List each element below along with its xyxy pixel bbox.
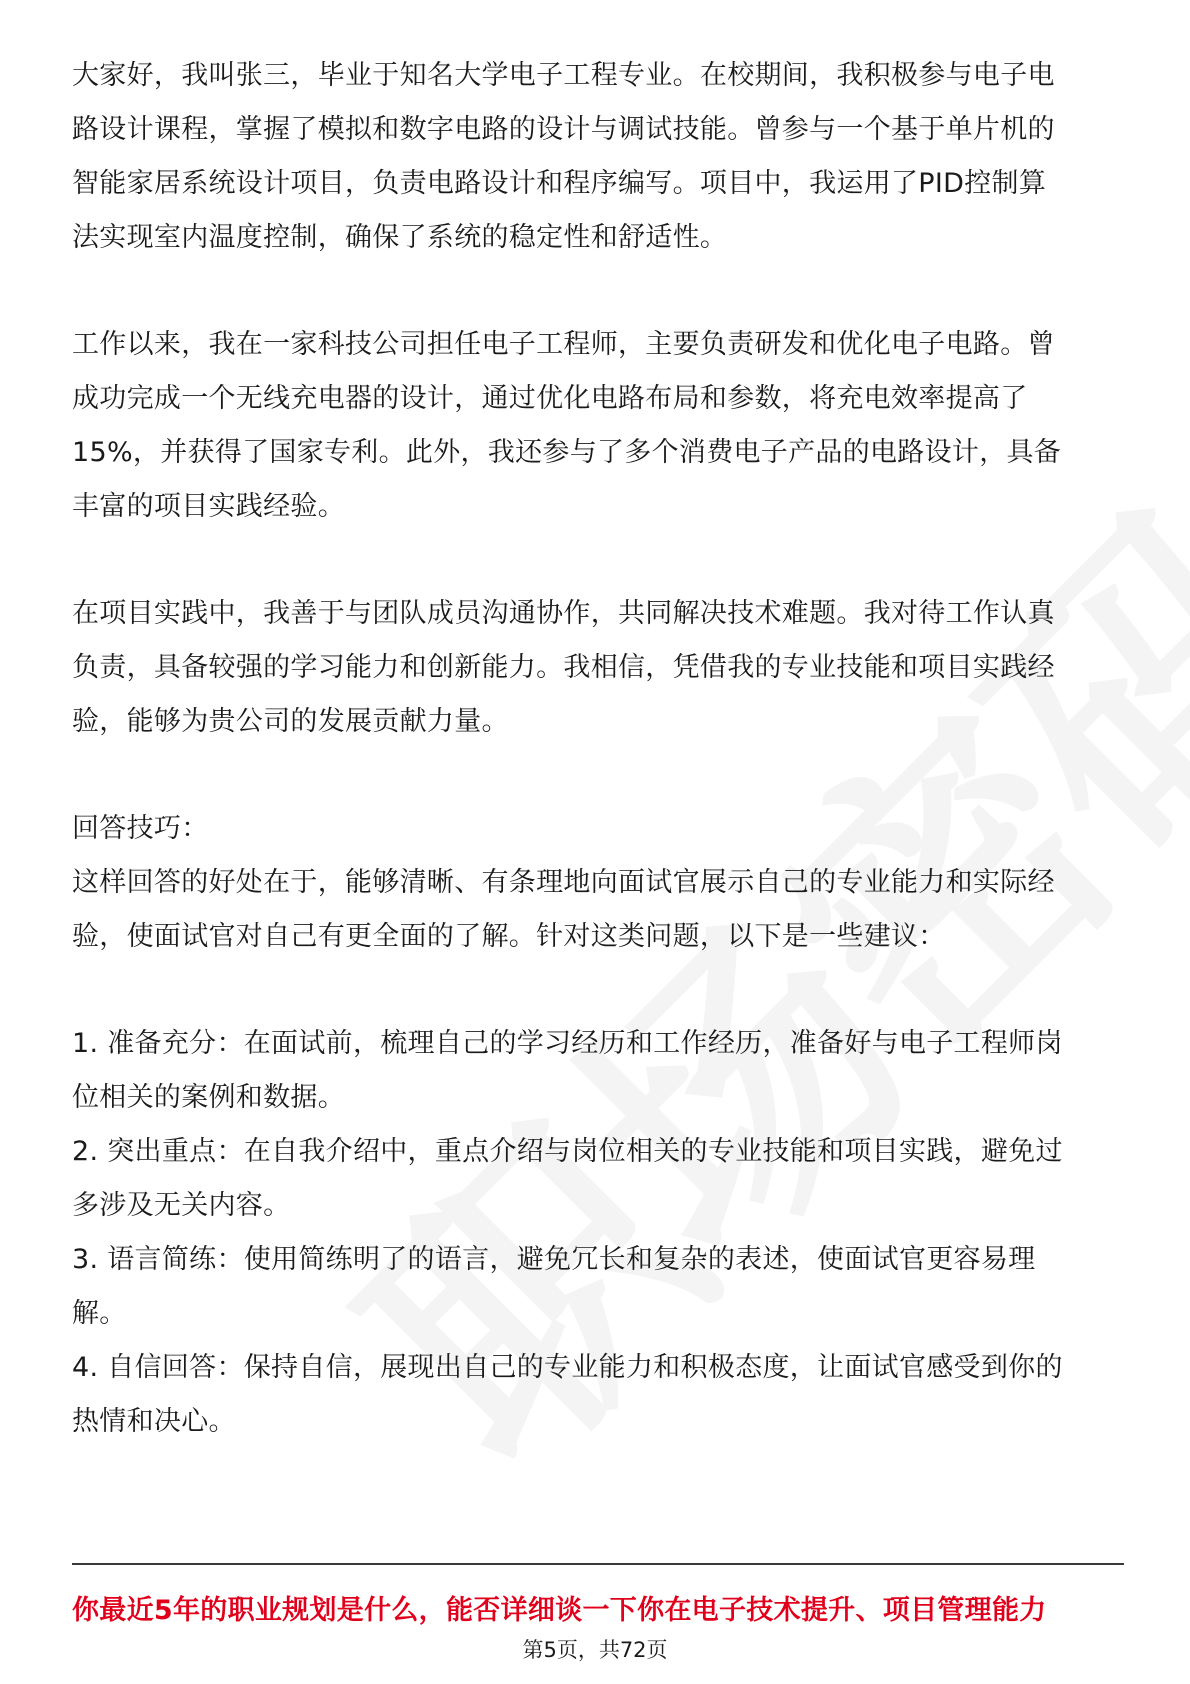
tip-item-cont: 解。 bbox=[72, 1298, 127, 1329]
paragraph-line: 丰富的项目实践经验。 bbox=[72, 491, 345, 522]
paragraph-line: 大家好，我叫张三，毕业于知名大学电子工程专业。在校期间，我积极参与电子电 bbox=[72, 60, 1055, 91]
tip-item-cont: 热情和决心。 bbox=[72, 1406, 236, 1437]
tip-item-cont: 多涉及无关内容。 bbox=[72, 1190, 291, 1221]
paragraph-line: 智能家居系统设计项目，负责电路设计和程序编写。项目中，我运用了PID控制算 bbox=[72, 168, 1047, 199]
tip-item-cont: 位相关的案例和数据。 bbox=[72, 1082, 345, 1113]
paragraph-line: 工作以来，我在一家科技公司担任电子工程师，主要负责研发和优化电子电路。曾 bbox=[72, 329, 1055, 360]
tips-heading: 回答技巧： bbox=[72, 813, 209, 844]
tip-item: 3. 语言简练：使用简练明了的语言，避免冗长和复杂的表述，使面试官更容易理 bbox=[72, 1244, 1036, 1275]
paragraph-line: 15%，并获得了国家专利。此外，我还参与了多个消费电子产品的电路设计，具备 bbox=[72, 437, 1062, 468]
page-number: 第5页，共72页 bbox=[522, 1638, 668, 1662]
next-question: 你最近5年的职业规划是什么，能否详细谈一下你在电子技术提升、项目管理能力 bbox=[72, 1595, 1047, 1626]
paragraph-line: 成功完成一个无线充电器的设计，通过优化电路布局和参数，将充电效率提高了 bbox=[72, 383, 1028, 414]
section-divider bbox=[72, 1563, 1124, 1565]
paragraph-line: 法实现室内温度控制，确保了系统的稳定性和舒适性。 bbox=[72, 222, 728, 253]
paragraph-line: 验，能够为贵公司的发展贡献力量。 bbox=[72, 706, 509, 737]
paragraph-line: 验，使面试官对自己有更全面的了解。针对这类问题，以下是一些建议： bbox=[72, 921, 946, 952]
tip-item: 1. 准备充分：在面试前，梳理自己的学习经历和工作经历，准备好与电子工程师岗 bbox=[72, 1028, 1063, 1059]
paragraph-line: 路设计课程，掌握了模拟和数字电路的设计与调试技能。曾参与一个基于单片机的 bbox=[72, 114, 1055, 145]
paragraph-line: 这样回答的好处在于，能够清晰、有条理地向面试官展示自己的专业能力和实际经 bbox=[72, 867, 1055, 898]
paragraph-line: 在项目实践中，我善于与团队成员沟通协作，共同解决技术难题。我对待工作认真 bbox=[72, 598, 1055, 629]
tip-item: 4. 自信回答：保持自信，展现出自己的专业能力和积极态度，让面试官感受到你的 bbox=[72, 1352, 1063, 1383]
tip-item: 2. 突出重点：在自我介绍中，重点介绍与岗位相关的专业技能和项目实践，避免过 bbox=[72, 1136, 1063, 1167]
paragraph-line: 负责，具备较强的学习能力和创新能力。我相信，凭借我的专业技能和项目实践经 bbox=[72, 652, 1055, 683]
